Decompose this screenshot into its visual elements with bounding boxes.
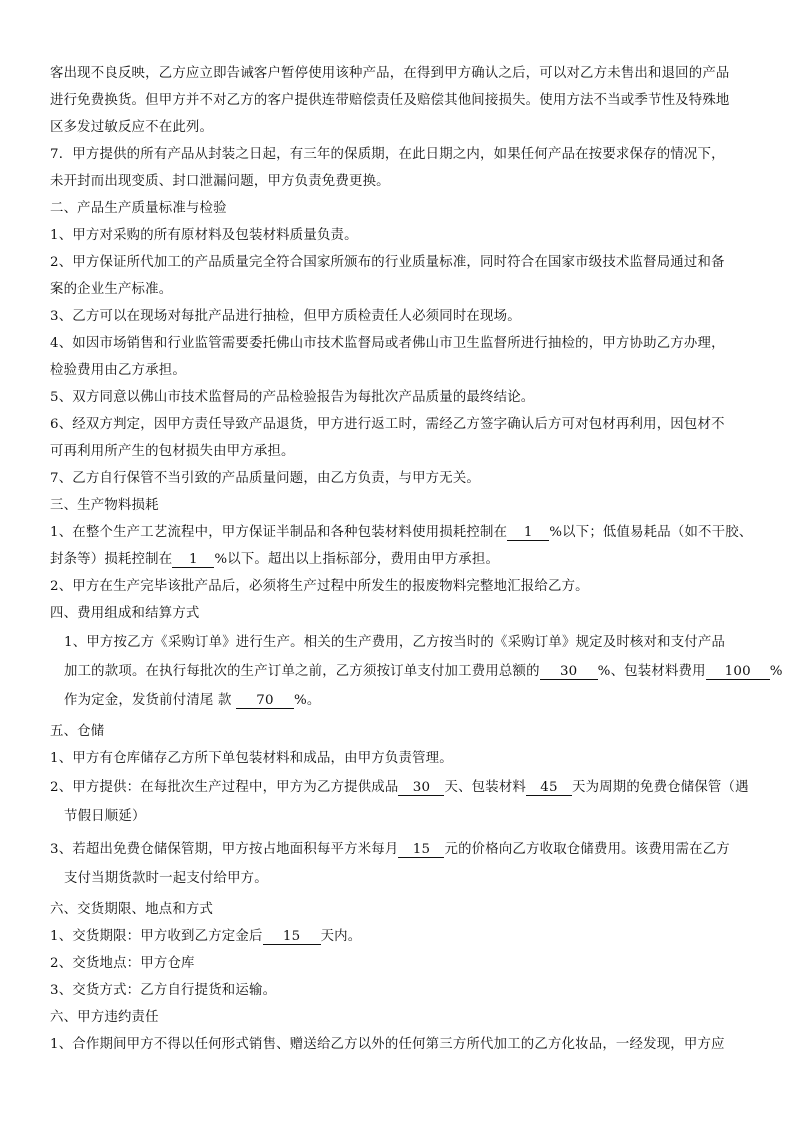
text-line: 进行免费换货。但甲方并不对乙方的客户提供连带赔偿责任及赔偿其他间接损失。使用方法不当或季节性及特殊地 (50, 93, 730, 108)
text-line: 1、甲方对采购的所有原材料及包装材料质量负责。 (50, 228, 358, 243)
filled-blank: 100 (706, 664, 770, 680)
text-line: 未开封而出现变质、封口泄漏问题，甲方负责免费更换。 (50, 174, 390, 189)
filled-blank: 30 (398, 780, 444, 796)
text-line (50, 925, 361, 945)
section-heading: 三、生产物料损耗 (50, 498, 159, 513)
text-line: 区多发过敏反应不在此列。 (50, 120, 214, 135)
text-span: %以下。超出以上指标部分，费用由甲方承担。 (214, 552, 500, 567)
filled-blank: 1 (507, 525, 549, 541)
text-line: 3、交货方式：乙方自行提货和运输。 (50, 983, 277, 998)
text-span: %、包装材料费用 (597, 664, 706, 679)
text-span: 3、若超出免费仓储保管期，甲方按占地面积每平方米每月 (50, 842, 399, 857)
text-line: 3、乙方可以在现场对每批产品进行抽检，但甲方质检责任人必须同时在现场。 (50, 309, 521, 324)
text-line: 2、甲方保证所代加工的产品质量完全符合国家所颁布的行业质量标准，同时符合在国家市级技术监督局通过和备 (50, 255, 725, 270)
text-line (50, 776, 749, 796)
text-line: 4、如因市场销售和行业监管需要委托佛山市技术监督局或者佛山市卫生监督所进行抽检的，甲方协助乙方办理， (50, 336, 725, 351)
text-line: 案的企业生产标准。 (50, 282, 173, 297)
section-heading: 六、甲方违约责任 (50, 1010, 159, 1025)
section-heading: 二、产品生产质量标准与检验 (50, 201, 227, 216)
text-span: 1、交货期限：甲方收到乙方定金后 (50, 929, 263, 944)
text-line (50, 521, 752, 541)
text-line: 检验费用由乙方承担。 (50, 363, 186, 378)
text-line (50, 838, 730, 858)
text-span: 作为定金，发货前付清尾 款 (64, 693, 236, 708)
text-line: 6、经双方判定，因甲方责任导致产品退货，甲方进行返工时，需经乙方签字确认后方可对包材再利用，因包材不 (50, 417, 725, 432)
filled-blank: 45 (526, 780, 572, 796)
text-line (64, 689, 321, 709)
text-span: 天内。 (320, 929, 362, 944)
text-span: 天、包装材料 (444, 780, 527, 795)
text-span: % (769, 664, 783, 679)
text-span: 2、甲方提供：在每批次生产过程中，甲方为乙方提供成品 (50, 780, 399, 795)
text-span: 1、在整个生产工艺流程中，甲方保证半制品和各种包装材料使用损耗控制在 (50, 525, 508, 540)
text-line: 7．甲方提供的所有产品从封装之日起，有三年的保质期，在此日期之内，如果任何产品在按要求保存的情况下， (50, 147, 725, 162)
text-line: 7、乙方自行保管不当引致的产品质量问题，由乙方负责，与甲方无关。 (50, 471, 481, 486)
text-line: 支付当期货款时一起支付给甲方。 (64, 871, 268, 886)
section-heading: 四、费用组成和结算方式 (50, 606, 200, 621)
filled-blank: 1 (172, 552, 214, 568)
text-span: %以下；低值易耗品（如不干胶、 (549, 525, 753, 540)
text-span: 封条等）损耗控制在 (50, 552, 173, 567)
text-line: 2、交货地点：甲方仓库 (50, 956, 195, 971)
text-span: 天为周期的免费仓储保管（遇 (572, 780, 749, 795)
text-line: 可再利用所产生的包材损失由甲方承担。 (50, 444, 295, 459)
text-line: 5、双方同意以佛山市技术监督局的产品检验报告为每批次产品质量的最终结论。 (50, 390, 535, 405)
text-line: 1、甲方按乙方《采购订单》进行生产。相关的生产费用，乙方按当时的《采购订单》规定及时核对和支付产品 (64, 635, 726, 650)
text-span: 元的价格向乙方收取仓储费用。该费用需在乙方 (444, 842, 730, 857)
text-line: 1、合作期间甲方不得以任何形式销售、赠送给乙方以外的任何第三方所代加工的乙方化妆品，一经发现，甲方应 (50, 1037, 725, 1052)
text-line: 节假日顺延） (64, 809, 146, 824)
text-line (50, 548, 499, 568)
text-line: 2、甲方在生产完毕该批产品后，必须将生产过程中所发生的报废物料完整地汇报给乙方。 (50, 579, 589, 594)
filled-blank: 70 (236, 693, 294, 709)
text-line: 1、甲方有仓库储存乙方所下单包装材料和成品，由甲方负责管理。 (50, 751, 453, 766)
filled-blank: 15 (263, 929, 321, 945)
section-heading: 六、交货期限、地点和方式 (50, 902, 214, 917)
section-heading: 五、仓储 (50, 724, 105, 739)
filled-blank: 30 (540, 664, 598, 680)
text-line: 客出现不良反映，乙方应立即告诫客户暂停使用该种产品，在得到甲方确认之后，可以对乙方未售出和退回的产品 (50, 66, 730, 81)
text-span: 加工的款项。在执行每批次的生产订单之前，乙方须按订单支付加工费用总额的 (64, 664, 540, 679)
text-span: %。 (294, 693, 321, 708)
text-line (64, 660, 783, 680)
filled-blank: 15 (398, 842, 444, 858)
